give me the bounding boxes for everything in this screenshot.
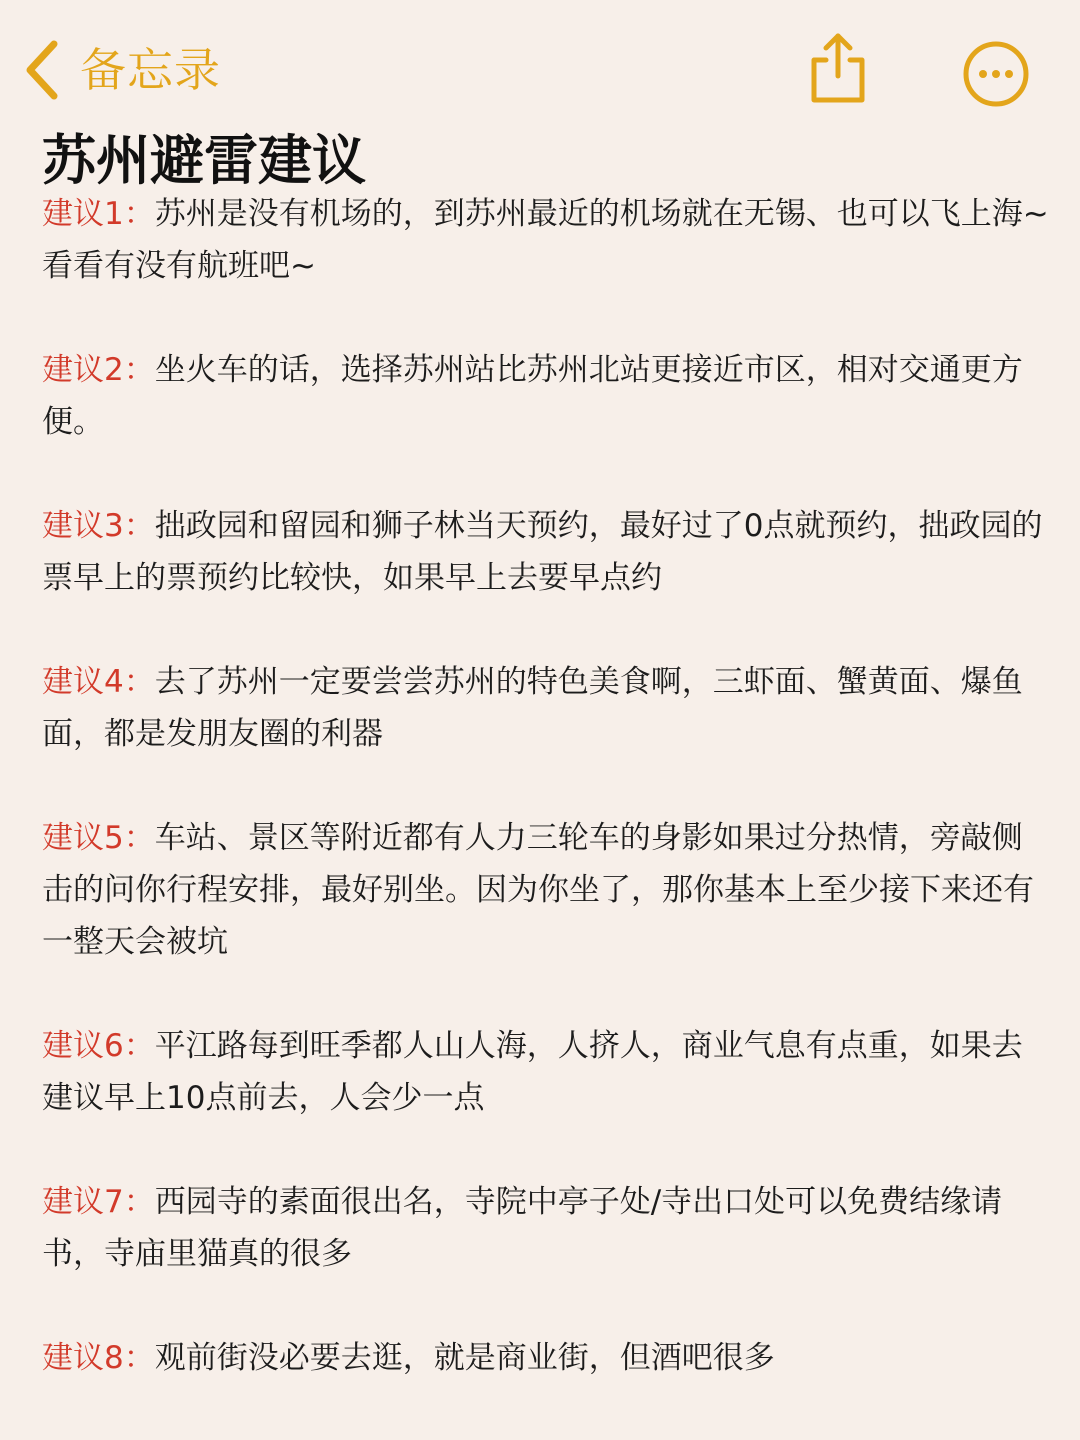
note-body[interactable]: [42, 188, 1052, 1436]
more-icon[interactable]: [962, 40, 1030, 108]
tip-item: [42, 344, 1052, 448]
tip-text: 去了苏州一定要尝尝苏州的特色美食啊，三虾面、蟹黄面、爆鱼面，都是发朋友圈的利器: [42, 664, 1023, 752]
tip-label: 建议3：: [42, 508, 155, 544]
tip-label: 建议8：: [42, 1340, 155, 1376]
tip-label: 建议7：: [42, 1184, 155, 1220]
tip-item: [42, 1332, 1052, 1384]
tip-text: 车站、景区等附近都有人力三轮车的身影如果过分热情，旁敲侧击的问你行程安排，最好别坐。因为你坐了，那你基本上至少接下来还有一整天会被坑: [42, 820, 1034, 960]
share-icon[interactable]: [806, 30, 870, 106]
tip-label: 建议6：: [42, 1028, 155, 1064]
tip-text: 拙政园和留园和狮子林当天预约，最好过了0点就预约，拙政园的票早上的票预约比较快，如果早上去要早点约: [42, 508, 1043, 596]
tip-text: 西园寺的素面很出名，寺院中亭子处/寺出口处可以免费结缘请书，寺庙里猫真的很多: [42, 1184, 1003, 1272]
tip-text: 坐火车的话，选择苏州站比苏州北站更接近市区，相对交通更方便。: [42, 352, 1023, 440]
tip-label: 建议5：: [42, 820, 155, 856]
tip-item: [42, 1176, 1052, 1280]
tip-label: 建议4：: [42, 664, 155, 700]
tip-text: 苏州是没有机场的，到苏州最近的机场就在无锡、也可以飞上海~看看有没有航班吧~: [42, 196, 1049, 284]
tip-label: 建议2：: [42, 352, 155, 388]
note-title: 苏州避雷建议: [42, 129, 366, 192]
tip-text: 观前街没必要去逛，就是商业街，但酒吧很多: [154, 1340, 775, 1376]
back-button[interactable]: [22, 38, 221, 102]
tip-item: [42, 188, 1052, 292]
navigation-bar: [0, 0, 1080, 130]
tip-text: 平江路每到旺季都人山人海，人挤人，商业气息有点重，如果去建议早上10点前去，人会少一点: [42, 1028, 1023, 1116]
tip-item: [42, 500, 1052, 604]
back-button-label: 备忘录: [80, 43, 221, 97]
tip-item: [42, 812, 1052, 968]
chevron-left-icon: [22, 38, 62, 102]
tip-item: [42, 1020, 1052, 1124]
tip-label: 建议1：: [42, 196, 155, 232]
tip-item: [42, 656, 1052, 760]
